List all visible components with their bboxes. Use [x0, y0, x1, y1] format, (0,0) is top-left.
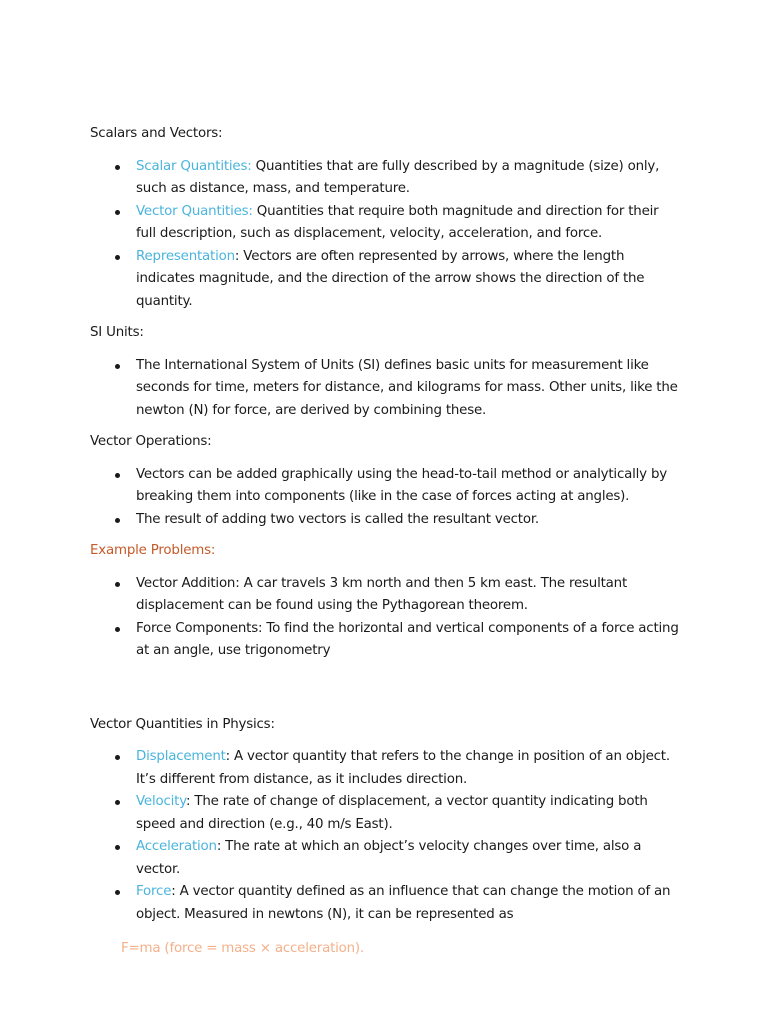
- bullet-list-operations: [90, 464, 682, 532]
- list-item: [136, 464, 682, 509]
- bullet-list-physics: [90, 746, 682, 926]
- blank-line: [90, 672, 682, 714]
- section-heading-vector-quantities-physics: Vector Quantities in Physics:: [90, 716, 275, 732]
- item-text: : A vector quantity defined as an influence that can change the motion of an object. Measured in newtons (N), it can be represented as: [136, 884, 671, 922]
- section-heading-si-units: SI Units:: [90, 325, 144, 340]
- term-label: Vector Quantities:: [136, 203, 253, 219]
- bullet-list-si: [90, 355, 682, 423]
- list-item: [136, 618, 682, 663]
- item-text: Vectors can be added graphically using the head-to-tail method or analytically by breaking them into components (like in the case of forces acting at angles).: [136, 466, 667, 504]
- term-label: Scalar Quantities:: [136, 158, 252, 174]
- list-item: [136, 791, 682, 836]
- item-text: : The rate of change of displacement, a vector quantity indicating both speed and direction (e.g., 40 m/s East).: [136, 794, 648, 832]
- item-text: : A vector quantity that refers to the change in position of an object. It’s different from distance, as it includes direction.: [136, 749, 670, 787]
- bullet-list-examples: [90, 573, 682, 663]
- list-item: [136, 573, 682, 618]
- section-heading-example-problems: Example Problems:: [90, 543, 216, 558]
- item-text: Quantities that require both magnitude and direction for their full description, such as displacement, velocity, acceleration, and force.: [136, 203, 659, 241]
- item-text: : Vectors are often represented by arrows, where the length indicates magnitude, and the direction of the arrow shows the direction of the quantity.: [136, 248, 645, 309]
- list-item: [136, 201, 682, 246]
- list-item: [136, 156, 682, 201]
- term-label: Velocity: [136, 794, 186, 809]
- bullet-list-scalars: [90, 156, 682, 314]
- section-heading-scalars-vectors: Scalars and Vectors:: [90, 126, 223, 141]
- item-text: Vector Addition: A car travels 3 km north and then 5 km east. The resultant displacement can be found using the Pythagorean theorem.: [136, 575, 627, 613]
- term-label: Acceleration: [136, 839, 217, 854]
- section-heading-vector-operations: Vector Operations:: [90, 434, 212, 449]
- list-item: [136, 836, 682, 881]
- list-item: [136, 246, 682, 314]
- item-text: The result of adding two vectors is called the resultant vector.: [136, 511, 539, 527]
- item-text: Force Components: To find the horizontal and vertical components of a force acting at an angle, use trigonometry: [136, 620, 679, 658]
- formula-text: F=ma (force = mass × acceleration).: [121, 941, 365, 956]
- term-label: Displacement: [136, 749, 226, 764]
- item-text: Quantities that are fully described by a magnitude (size) only, such as distance, mass, and temperature.: [136, 158, 660, 196]
- list-item: [136, 355, 682, 423]
- list-item: [136, 509, 682, 532]
- list-item: [136, 746, 682, 791]
- term-label: Force: [136, 884, 172, 899]
- item-text: The International System of Units (SI) defines basic units for measurement like seconds for time, meters for distance, and kilograms for mass. Other units, like the newton (N) for force, are derived by combining these.: [136, 357, 678, 418]
- item-text: : The rate at which an object’s velocity changes over time, also a vector.: [136, 839, 642, 877]
- list-item: [136, 881, 682, 926]
- term-label: Representation: [136, 248, 235, 264]
- document-page: [90, 123, 682, 961]
